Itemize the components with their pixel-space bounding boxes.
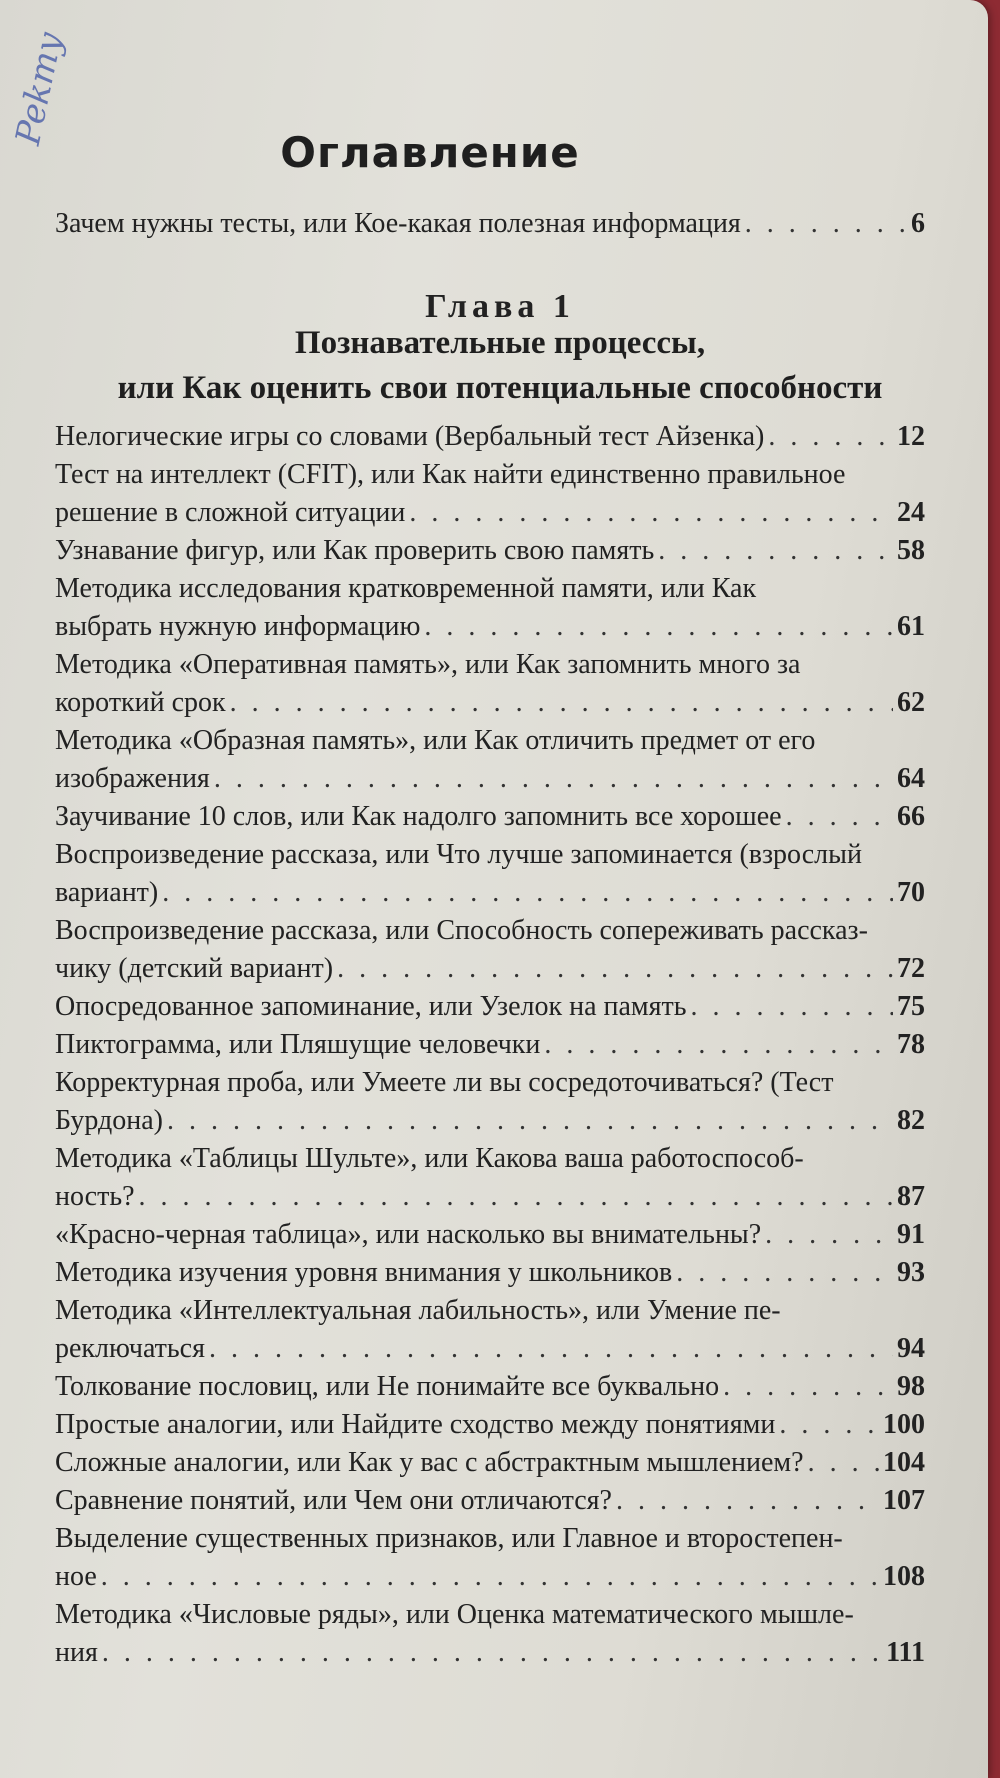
toc-entry-title: Опосредованное запоминание, или Узелок на память	[55, 991, 687, 1022]
toc-entry-title: Пиктограмма, или Пляшущие человечки	[55, 1029, 541, 1060]
toc-entry-title: Зачем нужны тесты, или Кое-какая полезная информация	[55, 208, 741, 239]
toc-entry-page: 12	[897, 421, 925, 452]
leader-dots	[658, 532, 893, 570]
leader-dots	[409, 494, 893, 532]
toc-entry	[55, 532, 925, 570]
leader-dots	[102, 1634, 882, 1672]
leader-dots	[676, 1254, 893, 1292]
toc-entry-title: ное	[55, 1561, 97, 1592]
toc-entry-title-line1: Тест на интеллект (CFIT), или Как найти единственно правильное	[55, 459, 846, 490]
chapter-title-line1: Познавательные процессы,	[294, 325, 706, 361]
toc-entry-page: 82	[897, 1105, 925, 1136]
chapter-number: Глава 1	[425, 288, 575, 325]
leader-dots	[723, 1368, 893, 1406]
toc-entry-title: чику (детский вариант)	[55, 953, 334, 984]
toc-entry-page: 61	[897, 611, 925, 642]
toc-entry-page: 108	[883, 1561, 925, 1592]
leader-dots	[745, 205, 907, 243]
leader-dots	[616, 1482, 879, 1520]
toc-entry-page: 6	[911, 208, 925, 239]
toc-entry-title: короткий срок	[55, 687, 226, 718]
leader-dots	[808, 1444, 879, 1482]
toc-entry-page: 93	[897, 1257, 925, 1288]
toc-entry-title: «Красно-черная таблица», или насколько вы внимательны?	[55, 1219, 762, 1250]
toc-entry	[55, 798, 925, 836]
toc-entry-title: ния	[55, 1637, 98, 1668]
toc-entry	[55, 418, 925, 456]
toc-entry-title-line1: Воспроизведение рассказа, или Способность сопереживать рассказ-	[55, 915, 868, 946]
handwritten-note: Pekmy	[8, 28, 71, 149]
toc-entry-title-line1: Методика «Числовые ряды», или Оценка математического мышле-	[55, 1599, 854, 1630]
page-title: Оглавление	[280, 128, 580, 177]
leader-dots	[167, 1102, 893, 1140]
toc-entry	[55, 1482, 925, 1520]
toc-entry-title: Сложные аналогии, или Как у вас с абстрактным мышлением?	[55, 1447, 804, 1478]
toc-entry	[55, 646, 925, 722]
toc-entry-page: 62	[897, 687, 925, 718]
toc-entry-page: 24	[897, 497, 925, 528]
leader-dots	[230, 684, 893, 722]
toc-entry-page: 100	[883, 1409, 925, 1440]
toc-entry-page: 104	[883, 1447, 925, 1478]
leader-dots	[101, 1558, 879, 1596]
toc-entry	[55, 1292, 925, 1368]
toc-entry-page: 91	[897, 1219, 925, 1250]
toc-entry-page: 98	[897, 1371, 925, 1402]
toc-entry-title: ность?	[55, 1181, 135, 1212]
toc-entry-page: 64	[897, 763, 925, 794]
toc-entry	[55, 456, 925, 532]
toc-entry-page: 70	[897, 877, 925, 908]
toc-entry-page: 94	[897, 1333, 925, 1364]
toc-entry	[55, 836, 925, 912]
leader-dots	[214, 760, 893, 798]
leader-dots	[768, 418, 893, 456]
toc-entry-title-line1: Методика «Интеллектуальная лабильность», или Умение пе-	[55, 1295, 781, 1326]
toc-entry	[55, 1064, 925, 1140]
toc-entry-title-line1: Методика «Образная память», или Как отличить предмет от его	[55, 725, 816, 756]
toc-entry	[55, 1026, 925, 1064]
toc-entry	[55, 988, 925, 1026]
toc-entry-title-line1: Методика «Таблицы Шульте», или Какова ваша работоспособ-	[55, 1143, 804, 1174]
toc-entry-title-line1: Методика исследования кратковременной памяти, или Как	[55, 573, 757, 604]
toc-entry-title-line1: Методика «Оперативная память», или Как запомнить много за	[55, 649, 801, 680]
leader-dots	[691, 988, 893, 1026]
toc-entry	[55, 912, 925, 988]
toc-entry-page: 66	[897, 801, 925, 832]
toc-entry-page: 78	[897, 1029, 925, 1060]
leader-dots	[139, 1178, 893, 1216]
toc-entry-title: Методика изучения уровня внимания у школьников	[55, 1257, 673, 1288]
toc-entry-title: изображения	[55, 763, 210, 794]
toc-entry-title: выбрать нужную информацию	[55, 611, 421, 642]
leader-dots	[544, 1026, 893, 1064]
toc-entry-title: вариант)	[55, 877, 159, 908]
toc-entry-title: Нелогические игры со словами (Вербальный тест Айзенка)	[55, 421, 765, 452]
chapter-title-line2: или Как оценить свои потенциальные способности	[117, 370, 883, 406]
toc-entry	[55, 722, 925, 798]
toc-entry-title-line1: Воспроизведение рассказа, или Что лучше запоминается (взрослый	[55, 839, 862, 870]
toc-entry-title: Узнавание фигур, или Как проверить свою память	[55, 535, 655, 566]
toc-intro-entry	[55, 205, 925, 243]
toc-entry-page: 58	[897, 535, 925, 566]
leader-dots	[786, 798, 893, 836]
toc-entry-page: 72	[897, 953, 925, 984]
toc-entry-title: Толкование пословиц, или Не понимайте все буквально	[55, 1371, 720, 1402]
toc-entry	[55, 1444, 925, 1482]
leader-dots	[424, 608, 893, 646]
toc-entry-title-line1: Корректурная проба, или Умеете ли вы сосредоточиваться? (Тест	[55, 1067, 834, 1098]
toc-entry	[55, 1406, 925, 1444]
toc-entry	[55, 570, 925, 646]
leader-dots	[779, 1406, 879, 1444]
toc-entry	[55, 1368, 925, 1406]
toc-entry-title-line1: Выделение существенных признаков, или Главное и второстепен-	[55, 1523, 843, 1554]
toc-entry-title: решение в сложной ситуации	[55, 497, 406, 528]
toc-entry-title: Простые аналогии, или Найдите сходство между понятиями	[55, 1409, 776, 1440]
leader-dots	[765, 1216, 893, 1254]
toc-entry-page: 107	[883, 1485, 925, 1516]
toc-entry-page: 111	[886, 1637, 925, 1668]
toc-entry-title: реключаться	[55, 1333, 205, 1364]
toc-entry	[55, 1140, 925, 1216]
toc-entry-page: 75	[897, 991, 925, 1022]
leader-dots	[209, 1330, 893, 1368]
toc-entry	[55, 1254, 925, 1292]
leader-dots	[162, 874, 893, 912]
toc-entry-page: 87	[897, 1181, 925, 1212]
toc-entry-title: Сравнение понятий, или Чем они отличаются?	[55, 1485, 612, 1516]
toc-entry-title: Заучивание 10 слов, или Как надолго запомнить все хорошее	[55, 801, 782, 832]
toc-entry-title: Бурдона)	[55, 1105, 163, 1136]
toc-entry	[55, 1216, 925, 1254]
toc-entry	[55, 1520, 925, 1596]
leader-dots	[337, 950, 893, 988]
toc-entry	[55, 1596, 925, 1672]
